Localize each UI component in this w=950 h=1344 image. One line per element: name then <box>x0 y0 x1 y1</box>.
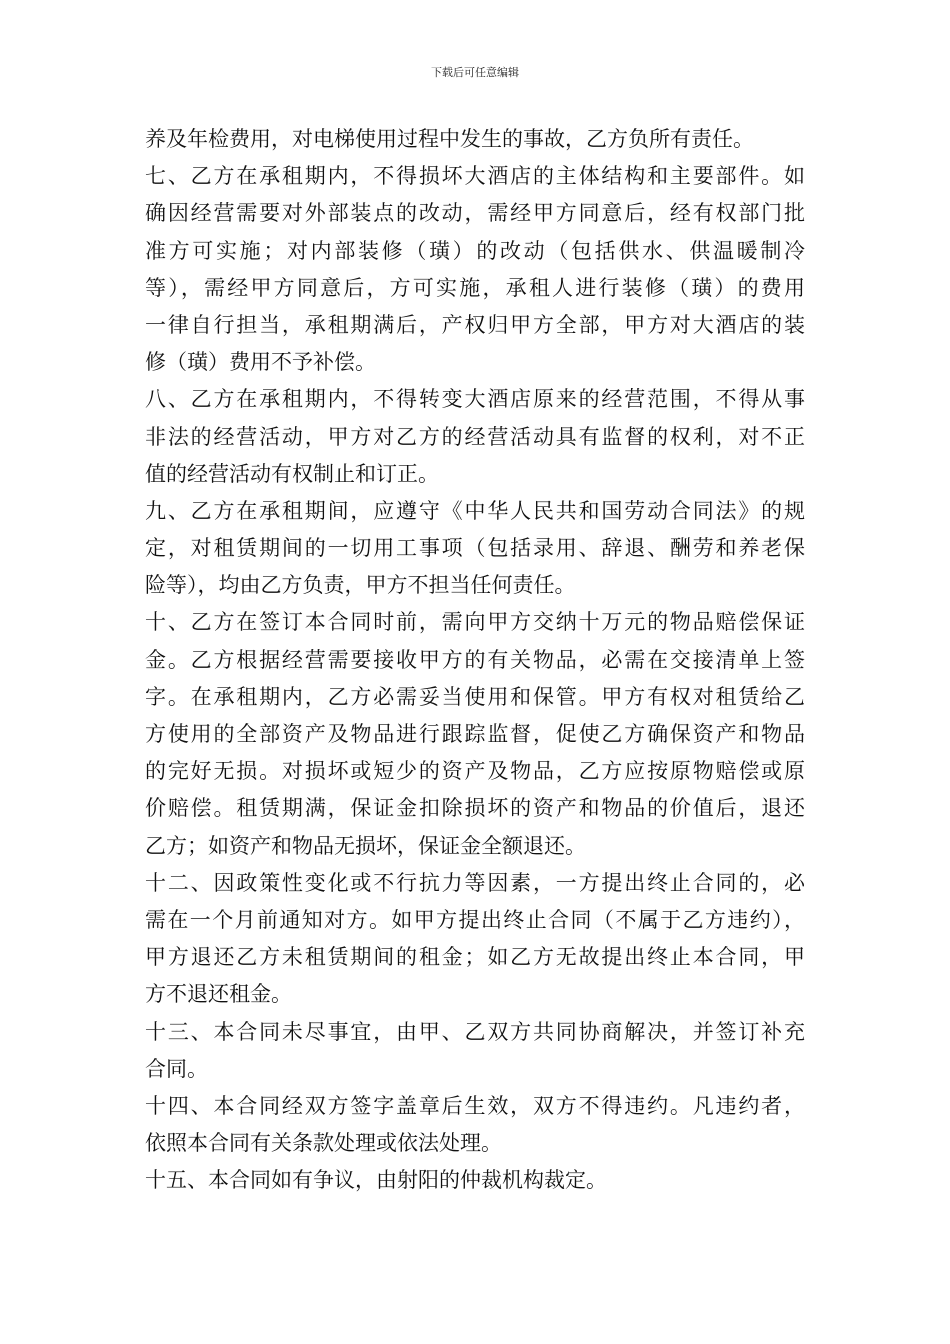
document-line: 需在一个月前通知对方。如甲方提出终止合同（不属于乙方违约）， <box>145 907 805 932</box>
document-line: 金。乙方根据经营需要接收甲方的有关物品，必需在交接清单上签 <box>145 647 805 672</box>
document-line: 甲方退还乙方未租赁期间的租金；如乙方无故提出终止本合同，甲 <box>145 945 805 970</box>
document-line: 乙方；如资产和物品无损坏，保证金全额退还。 <box>145 833 586 858</box>
document-line: 养及年检费用，对电梯使用过程中发生的事故，乙方负所有责任。 <box>145 127 754 151</box>
document-line: 定，对租赁期间的一切用工事项（包括录用、辞退、酬劳和养老保 <box>145 536 805 561</box>
document-line: 八、乙方在承租期内，不得转变大酒店原来的经营范围，不得从事 <box>145 387 805 412</box>
document-line: 七、乙方在承租期内，不得损坏大酒店的主体结构和主要部件。如 <box>145 164 805 189</box>
document-line: 九、乙方在承租期间，应遵守《中华人民共和国劳动合同法》的规 <box>145 498 805 523</box>
document-line: 非法的经营活动，甲方对乙方的经营活动具有监督的权利，对不正 <box>145 424 805 449</box>
document-body <box>145 121 805 1199</box>
document-line: 十、乙方在签订本合同时前，需向甲方交纳十万元的物品赔偿保证 <box>145 610 805 635</box>
document-line: 十四、本合同经双方签字盖章后生效，双方不得违约。凡违约者， <box>145 1093 805 1118</box>
document-line: 值的经营活动有权制止和订正。 <box>145 461 439 486</box>
document-line: 一律自行担当，承租期满后，产权归甲方全部，甲方对大酒店的装 <box>145 312 805 337</box>
document-line: 准方可实施；对内部装修（璜）的改动（包括供水、供温暖制冷 <box>145 238 805 263</box>
document-line: 确因经营需要对外部装点的改动，需经甲方同意后，经有权部门批 <box>145 201 805 226</box>
document-line: 依照本合同有关条款处理或依法处理。 <box>145 1131 502 1156</box>
document-line: 等），需经甲方同意后，方可实施，承租人进行装修（璜）的费用 <box>145 275 805 300</box>
document-line: 的完好无损。对损坏或短少的资产及物品，乙方应按原物赔偿或原 <box>145 759 805 784</box>
document-line: 十五、本合同如有争议，由射阳的仲裁机构裁定。 <box>145 1168 607 1193</box>
document-line: 方不退还租金。 <box>145 982 292 1007</box>
document-line: 十二、因政策性变化或不行抗力等因素，一方提出终止合同的，必 <box>145 870 805 895</box>
document-line: 价赔偿。租赁期满，保证金扣除损坏的资产和物品的价值后，退还 <box>145 796 805 821</box>
document-line: 修（璜）费用不予补偿。 <box>145 350 376 375</box>
document-line: 合同。 <box>145 1056 208 1081</box>
document-line: 字。在承租期内，乙方必需妥当使用和保管。甲方有权对租赁给乙 <box>145 684 805 709</box>
document-line: 十三、本合同未尽事宜，由甲、乙双方共同协商解决，并签订补充 <box>145 1019 805 1044</box>
page-header-note: 下载后可任意编辑 <box>431 66 519 79</box>
document-line: 险等），均由乙方负责，甲方不担当任何责任。 <box>145 573 576 598</box>
document-line: 方使用的全部资产及物品进行跟踪监督，促使乙方确保资产和物品 <box>145 722 805 746</box>
